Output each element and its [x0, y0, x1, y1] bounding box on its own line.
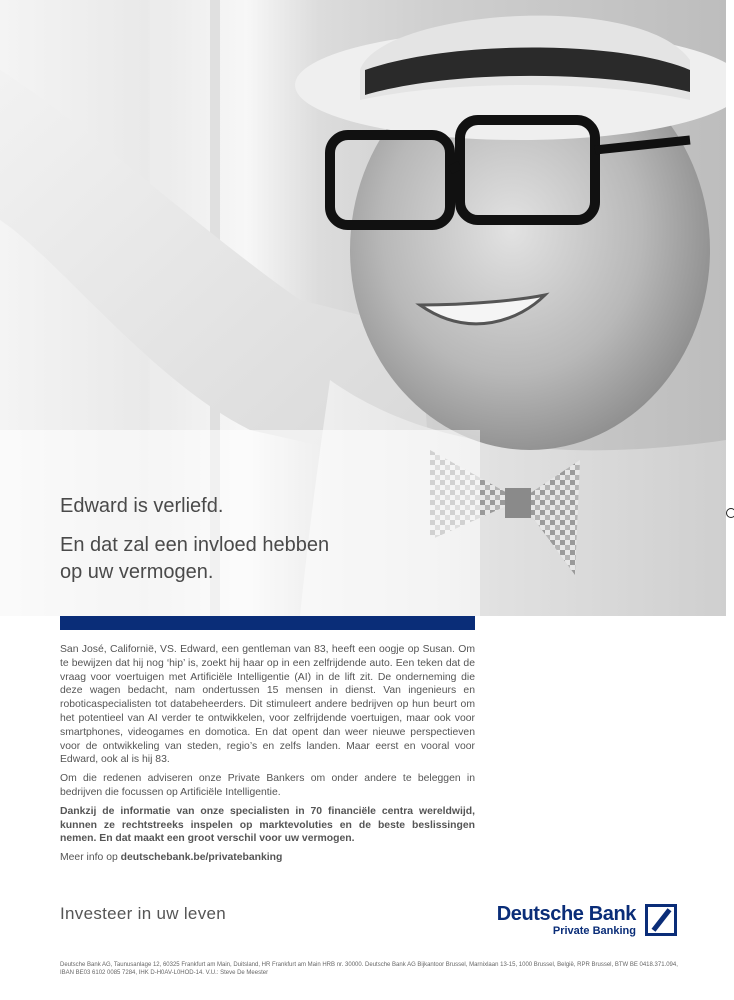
legal-footer: Deutsche Bank AG, Taunusanlage 12, 60325 Frankfurt am Main, Duitsland, HR Frankfurt am Main HRB nr. 30000. Deutsche Bank AG Bijkantoor Brussel, Marnixlaan 13-15, 1000 Brussel, België, RPR Brussel, BTW BE 0418.371.094, IBAN BE03 6102 0085 7284, IHK D-H0AV-L0HOD-14. V.U.: Steve De Meester [60, 962, 678, 976]
more-info-prefix: Meer info op [60, 852, 121, 864]
body-copy [60, 643, 475, 870]
blue-divider-bar [60, 616, 475, 630]
deutsche-bank-logo-icon [645, 904, 677, 936]
headline-line-3: op uw vermogen. [60, 561, 214, 583]
more-info-link[interactable]: deutschebank.be/privatebanking [120, 852, 283, 864]
more-info [60, 851, 475, 865]
body-paragraph-3: Dankzij de informatie van onze specialisten in 70 financiële centra wereldwijd, kunnen ze rechtstreeks inspelen op marktevoluties en de beste beslissingen nemen. En dat maakt een groot verschil voor uw vermogen. [60, 805, 475, 845]
brand-block [470, 903, 636, 938]
slogan: Investeer in uw leven [60, 904, 226, 923]
body-paragraph-1: San José, Californië, VS. Edward, een gentleman van 83, heeft een oogje op Susan. Om te bewijzen dat hij nog ‘hip’ is, zoekt hij haar op in een zelfrijdende auto. Een teken dat de vraag voor voertuigen met Artificiële Intelligentie (AI) in de lift zit. De onderneming die deze wagen bedacht, nam ondertussen 15 mensen in dienst. Van ingenieurs en roboticaspecialisten tot databeheerders. Dit stimuleert andere bedrijven op hun beurt om het potentieel van AI verder te ontwikkelen, voor zelfrijdende voertuigen, maar ook voor smartphones, videogames en domotica. En dat opent dan weer nieuwe perspectieven voor de ontwikkeling van steden, regio’s en zelfs landen. Maar eerst en vooral voor Edward, ook al is hij 83. [60, 644, 475, 766]
brand-subtitle: Private Banking [552, 925, 636, 937]
registration-mark-icon [726, 508, 734, 518]
headline [60, 493, 420, 586]
headline-line-1: Edward is verliefd. [60, 495, 224, 517]
logo-slash [652, 908, 672, 932]
brand-name: Deutsche Bank [496, 903, 636, 925]
body-paragraph-2: Om die redenen adviseren onze Private Bankers om onder andere te beleggen in bedrijven die focussen op Artificiële Intelligentie. [60, 773, 475, 798]
headline-line-2: En dat zal een invloed hebben [60, 534, 330, 556]
